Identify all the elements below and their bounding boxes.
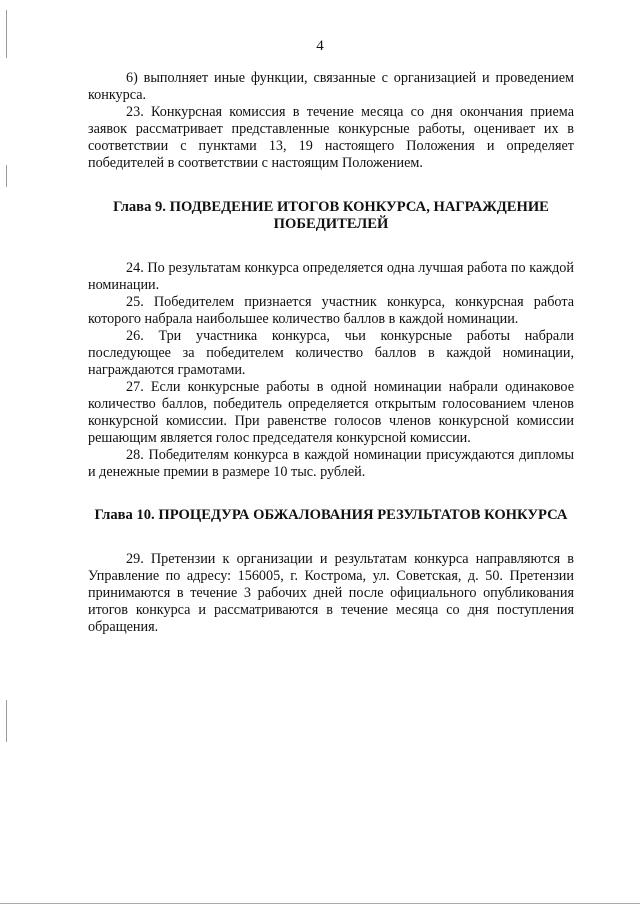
scan-edge-mark: [6, 10, 7, 58]
paragraph-27: 27. Если конкурсные работы в одной номинации набрали одинаковое количество баллов, победитель определяется открытым голосованием членов конкурсной комиссии. При равенстве голосов членов конкурсной комиссии решающим является голос председателя конкурсной комиссии.: [88, 379, 574, 446]
paragraph-29: 29. Претензии к организации и результатам конкурса направляются в Управление по адресу: 156005, г. Кострома, ул. Советская, д. 50. Претензии принимаются в течение 3 рабочих дней после официального опубликования итогов конкурса и рассматриваются в течение месяца со дня поступления обращения.: [88, 551, 574, 635]
paragraph-24: 24. По результатам конкурса определяется одна лучшая работа по каждой номинации.: [88, 260, 574, 293]
paragraph-23: 23. Конкурсная комиссия в течение месяца со дня окончания приема заявок рассматривает представленные конкурсные работы, оценивает их в соответствии с пунктами 13, 19 настоящего Положения и определяет победителей в соответствии с настоящим Положением.: [88, 104, 574, 171]
scan-bottom-edge: [0, 903, 640, 904]
document-body: [88, 70, 574, 636]
paragraph-26: 26. Три участника конкурса, чьи конкурсные работы набрали последующее за победителем количество баллов в каждой номинации, награждаются грамотами.: [88, 328, 574, 378]
chapter-9-title: Глава 9. ПОДВЕДЕНИЕ ИТОГОВ КОНКУРСА, НАГРАЖДЕНИЕ ПОБЕДИТЕЛЕЙ: [113, 199, 549, 232]
paragraph-item-6: 6) выполняет иные функции, связанные с организацией и проведением конкурса.: [88, 70, 574, 103]
chapter-10-title: Глава 10. ПРОЦЕДУРА ОБЖАЛОВАНИЯ РЕЗУЛЬТАТОВ КОНКУРСА: [94, 507, 568, 523]
paragraph-28: 28. Победителям конкурса в каждой номинации присуждаются дипломы и денежные премии в размере 10 тыс. рублей.: [88, 447, 574, 480]
page-number: 4: [316, 38, 324, 54]
scan-edge-mark: [6, 165, 7, 187]
scan-edge-mark: [6, 700, 7, 742]
paragraph-25: 25. Победителем признается участник конкурса, конкурсная работа которого набрала наибольшее количество баллов в каждой номинации.: [88, 294, 574, 327]
